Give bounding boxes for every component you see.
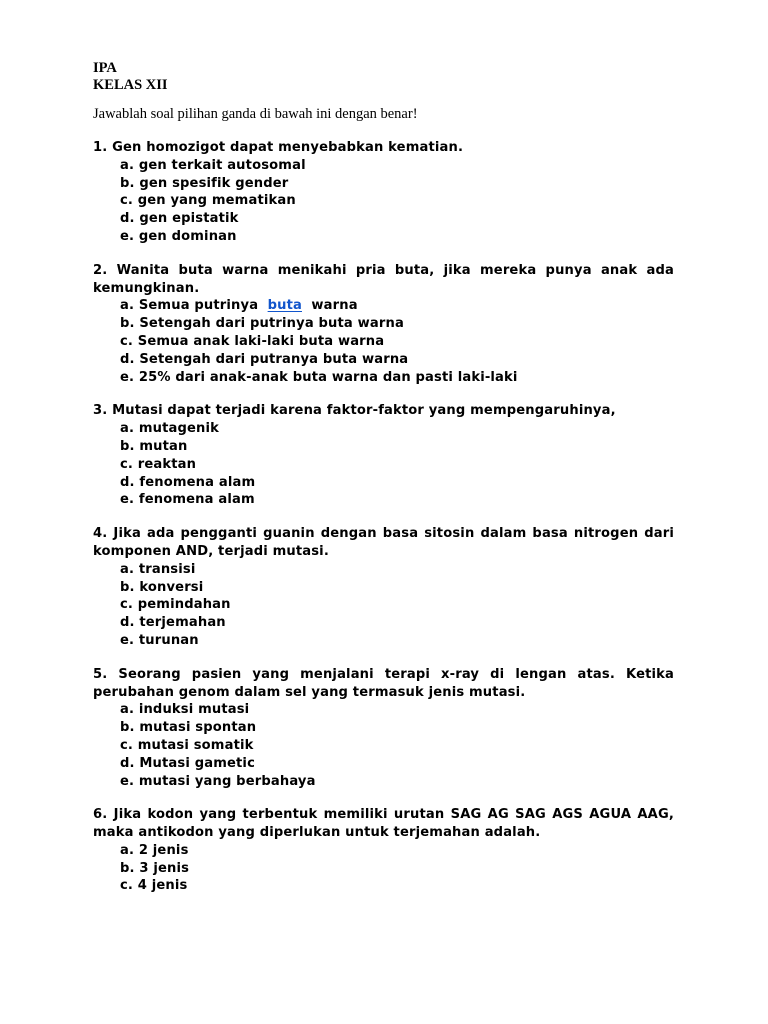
option-a: a. mutagenik — [120, 421, 219, 437]
option-e: e. 25% dari anak-anak buta warna dan pasti laki-laki — [120, 369, 518, 385]
subject-title: IPA — [93, 60, 117, 76]
option-d: d. fenomena alam — [120, 474, 256, 490]
option-d: d. Mutasi gametic — [120, 755, 255, 771]
option-list — [93, 842, 674, 895]
option-list — [93, 420, 674, 509]
question-2 — [93, 262, 674, 387]
option-c: c. Semua anak laki-laki buta warna — [120, 333, 385, 349]
option-b: b. 3 jenis — [120, 860, 190, 876]
option-c: c. reaktan — [120, 456, 197, 472]
question-5 — [93, 666, 674, 791]
option-d: d. Setengah dari putranya buta warna — [120, 351, 409, 367]
grade-title: KELAS XII — [93, 77, 168, 93]
option-c: c. 4 jenis — [120, 878, 188, 894]
option-a: a. transisi — [120, 561, 196, 577]
option-a-prefix: a. Semua putrinya — [120, 298, 259, 314]
option-e: e. mutasi yang berbahaya — [120, 773, 316, 789]
question-stem: 1. Gen homozigot dapat menyebabkan kematian. — [93, 140, 464, 155]
option-e: e. turunan — [120, 632, 199, 648]
option-list — [93, 157, 674, 246]
question-stem: 2. Wanita buta warna menikahi pria buta, jika mereka punya anak ada kemungkinan. — [93, 262, 674, 296]
instruction-text: Jawablah soal pilihan ganda di bawah ini dengan benar! — [93, 106, 418, 122]
option-list — [93, 701, 674, 790]
question-stem: 5. Seorang pasien yang menjalani terapi x-ray di lengan atas. Ketika perubahan genom dalam sel yang termasuk jenis mutasi. — [93, 666, 674, 700]
option-a: a. induksi mutasi — [120, 702, 250, 718]
question-6 — [93, 806, 674, 895]
question-1 — [93, 139, 674, 246]
option-b: b. mutasi spontan — [120, 720, 257, 736]
document-header — [93, 60, 674, 123]
question-3 — [93, 402, 674, 509]
option-d: d. gen epistatik — [120, 211, 239, 227]
option-a: a. gen terkait autosomal — [120, 157, 306, 173]
option-d: d. terjemahan — [120, 615, 226, 631]
option-list — [93, 297, 674, 386]
option-c: c. gen yang mematikan — [120, 193, 296, 209]
question-list — [93, 139, 674, 895]
document-page — [93, 60, 674, 895]
option-b: b. mutan — [120, 438, 188, 454]
question-stem: 3. Mutasi dapat terjadi karena faktor-faktor yang mempengaruhinya, — [93, 403, 616, 419]
option-a: a. 2 jenis — [120, 842, 189, 858]
option-b: b. gen spesifik gender — [120, 175, 289, 191]
option-a-suffix: warna — [311, 298, 358, 314]
option-e: e. fenomena alam — [120, 492, 255, 508]
buta-link[interactable]: buta — [267, 298, 302, 314]
option-a — [120, 297, 674, 315]
option-b: b. konversi — [120, 579, 204, 595]
question-stem: 6. Jika kodon yang terbentuk memiliki urutan SAG AG SAG AGS AGUA AAG, maka antikodon yang diperlukan untuk terjemahan adalah. — [93, 807, 674, 841]
question-stem: 4. Jika ada pengganti guanin dengan basa sitosin dalam basa nitrogen dari komponen AND, terjadi mutasi. — [93, 526, 674, 559]
option-list — [93, 561, 674, 650]
question-4 — [93, 525, 674, 650]
option-c: c. pemindahan — [120, 597, 231, 613]
option-b: b. Setengah dari putrinya buta warna — [120, 316, 404, 332]
option-c: c. mutasi somatik — [120, 737, 254, 753]
option-e: e. gen dominan — [120, 228, 237, 244]
